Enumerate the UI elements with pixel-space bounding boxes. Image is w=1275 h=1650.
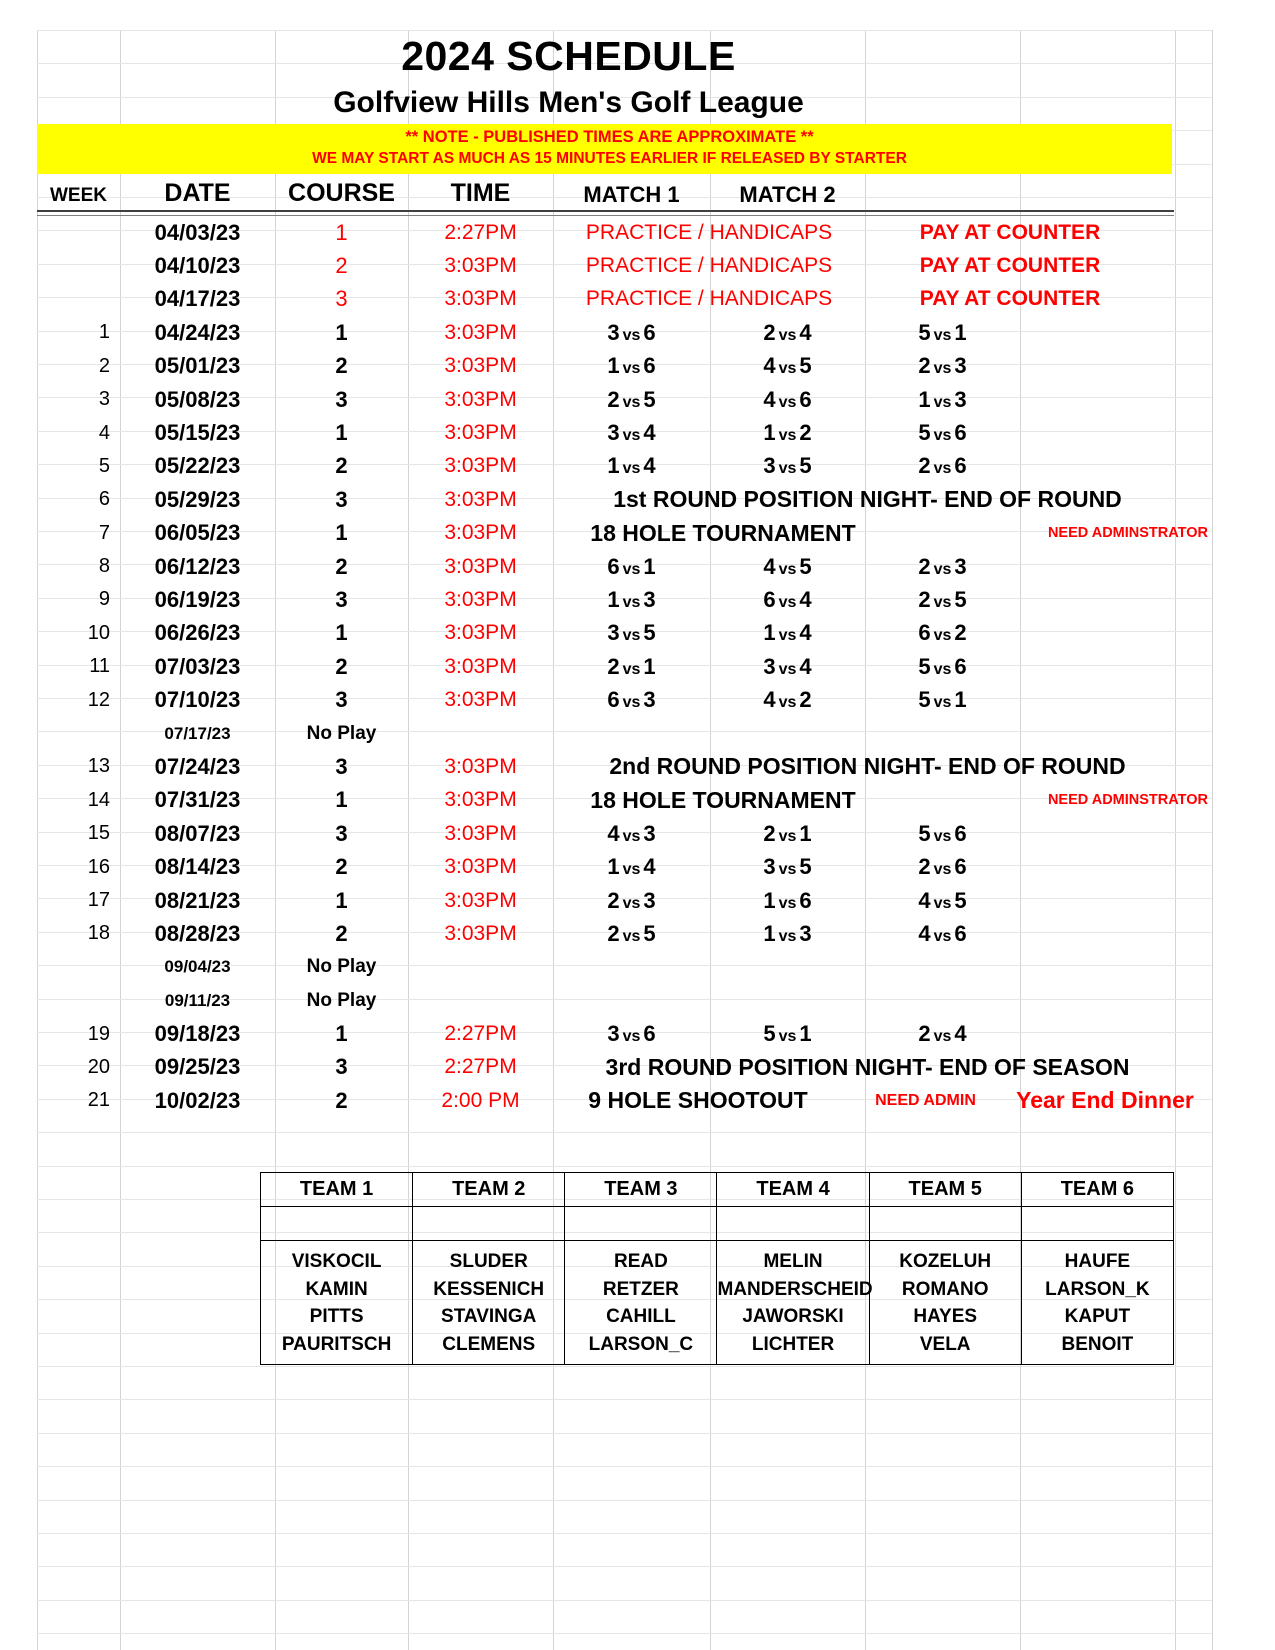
cell-date: 04/10/23 [154, 253, 241, 279]
cell-course: 2 [335, 553, 348, 579]
cell-date: 05/22/23 [154, 453, 241, 479]
team-roster-6 [1021, 1241, 1173, 1365]
cell-date: 05/15/23 [154, 420, 241, 446]
schedule-row [37, 650, 1212, 683]
cell-week: 7 [98, 521, 110, 544]
team-header-6: TEAM 6 [1021, 1173, 1173, 1207]
player-name: KAPUT [1064, 1306, 1131, 1327]
cell-time: 3:03PM [444, 354, 517, 378]
schedule-row [37, 750, 1212, 783]
cell-course: 1 [335, 787, 348, 813]
cell-match-3: 5 vs 1 [918, 319, 967, 345]
schedule-row [37, 517, 1212, 550]
cell-date: 09/11/23 [164, 990, 231, 1010]
cell-match-3: 1 vs 3 [918, 386, 967, 412]
player-name: HAYES [913, 1306, 978, 1327]
cell-match-3: 6 vs 2 [918, 620, 967, 646]
cell-time: 3:03PM [444, 554, 517, 578]
grid-row-line [37, 1399, 1212, 1400]
grid-row-line [37, 1600, 1212, 1601]
schedule-row [37, 1017, 1212, 1050]
cell-time: 3:03PM [444, 254, 517, 278]
schedule-row [37, 1084, 1212, 1117]
team-header-row [261, 1173, 1174, 1207]
cell-match-3: 2 vs 3 [918, 353, 967, 379]
cell-match-1: 6 vs 1 [607, 553, 656, 579]
cell-course: 3 [335, 820, 348, 846]
cell-practice-note: PRACTICE / HANDICAPS [585, 287, 833, 311]
cell-match-1: 1 vs 4 [607, 854, 656, 880]
header-time: TIME [450, 179, 511, 207]
schedule-rows [37, 216, 1212, 1118]
table-header-row [37, 174, 1212, 208]
cell-match-2: 5 vs 1 [763, 1021, 812, 1047]
cell-match-2: 4 vs 2 [763, 687, 812, 713]
schedule-row [37, 951, 1212, 984]
cell-match-2: 3 vs 4 [763, 653, 812, 679]
cell-date: 07/03/23 [154, 653, 241, 679]
grid-row-line [37, 1366, 1212, 1367]
cell-no-play-label: No Play [306, 989, 377, 1011]
cell-match-3: 4 vs 5 [918, 887, 967, 913]
cell-time: 3:03PM [444, 320, 517, 344]
cell-match-2: 2 vs 4 [763, 319, 812, 345]
cell-event-text: 1st ROUND POSITION NIGHT- END OF ROUND [613, 486, 1122, 513]
cell-match-3: 2 vs 6 [918, 854, 967, 880]
team-spacer-row [261, 1207, 1174, 1241]
player-name: LARSON_C [588, 1333, 694, 1355]
cell-week: 3 [98, 388, 110, 411]
cell-date: 09/18/23 [154, 1021, 241, 1047]
team-spacer-cell [717, 1207, 869, 1241]
cell-time: 3:03PM [444, 788, 517, 812]
cell-date: 08/21/23 [154, 887, 241, 913]
cell-course: 3 [335, 486, 348, 512]
cell-need-administrator: NEED ADMINSTRATOR [1047, 792, 1208, 809]
cell-course: 3 [335, 1054, 348, 1080]
cell-time: 3:03PM [444, 821, 517, 845]
cell-match-1: 1 vs 4 [607, 453, 656, 479]
team-spacer-cell [565, 1207, 717, 1241]
cell-course: 1 [335, 219, 348, 245]
player-name: CAHILL [606, 1306, 676, 1327]
player-name: HAUFE [1064, 1251, 1131, 1272]
cell-match-2: 4 vs 5 [763, 553, 812, 579]
cell-date: 04/24/23 [154, 319, 241, 345]
cell-time: 3:03PM [444, 421, 517, 445]
cell-match-3: 4 vs 6 [918, 920, 967, 946]
cell-date: 07/31/23 [154, 787, 241, 813]
schedule-row [37, 583, 1212, 616]
cell-date: 05/01/23 [154, 353, 241, 379]
cell-week: 20 [87, 1055, 110, 1078]
schedule-row [37, 216, 1212, 249]
cell-match-1: 2 vs 1 [607, 653, 656, 679]
cell-course: 2 [335, 653, 348, 679]
cell-match-2: 6 vs 4 [763, 586, 812, 612]
player-name: JAWORSKI [742, 1306, 844, 1327]
header-week: WEEK [50, 185, 107, 206]
schedule-page [37, 30, 1212, 1118]
cell-course: 3 [335, 386, 348, 412]
cell-match-3: 2 vs 4 [918, 1021, 967, 1047]
header-course: COURSE [288, 179, 395, 207]
cell-event-text: 2nd ROUND POSITION NIGHT- END OF ROUND [609, 753, 1126, 780]
grid-row-line [37, 1466, 1212, 1467]
note-line-1: ** NOTE - PUBLISHED TIMES ARE APPROXIMATE ** [405, 128, 814, 146]
cell-time: 3:03PM [444, 521, 517, 545]
cell-time: 2:00 PM [441, 1088, 520, 1112]
cell-time: 2:27PM [444, 1055, 517, 1079]
cell-tournament-text: 18 HOLE TOURNAMENT [590, 519, 856, 546]
cell-date: 06/19/23 [154, 586, 241, 612]
player-name: KOZELUH [899, 1251, 992, 1272]
schedule-row [37, 984, 1212, 1017]
note-line-2: WE MAY START AS MUCH AS 15 MINUTES EARLIER IF RELEASED BY STARTER [312, 150, 907, 167]
team-header-4: TEAM 4 [717, 1173, 869, 1207]
cell-week: 6 [98, 488, 110, 511]
cell-date: 07/24/23 [154, 753, 241, 779]
cell-match-2: 1 vs 2 [763, 420, 812, 446]
team-spacer-cell [413, 1207, 565, 1241]
cell-course: 2 [335, 854, 348, 880]
cell-date: 07/10/23 [154, 687, 241, 713]
cell-practice-note: PRACTICE / HANDICAPS [585, 254, 833, 278]
cell-match-3: 2 vs 5 [918, 586, 967, 612]
schedule-row [37, 683, 1212, 716]
cell-date: 05/08/23 [154, 386, 241, 412]
player-name: LARSON_K [1045, 1278, 1150, 1300]
player-name: MANDERSCHEID [717, 1278, 873, 1300]
cell-course: 2 [335, 253, 348, 279]
cell-match-1: 2 vs 3 [607, 887, 656, 913]
cell-date: 06/12/23 [154, 553, 241, 579]
cell-course: 1 [335, 520, 348, 546]
cell-course: 1 [335, 620, 348, 646]
cell-week: 9 [98, 588, 110, 611]
schedule-row [37, 917, 1212, 950]
cell-shootout-text: 9 HOLE SHOOTOUT [588, 1087, 808, 1114]
cell-tournament-text: 18 HOLE TOURNAMENT [590, 786, 856, 813]
cell-time: 2:27PM [444, 1022, 517, 1046]
cell-match-1: 4 vs 3 [607, 820, 656, 846]
player-name: BENOIT [1061, 1333, 1134, 1355]
note-banner [37, 124, 1172, 174]
cell-need-administrator: NEED ADMINSTRATOR [1047, 525, 1208, 542]
cell-event-text: 3rd ROUND POSITION NIGHT- END OF SEASON [605, 1053, 1130, 1080]
grid-row-line [37, 1132, 1212, 1133]
cell-pay-at-counter: PAY AT COUNTER [919, 220, 1101, 244]
team-roster-table [260, 1172, 1174, 1365]
cell-week: 14 [87, 788, 110, 811]
cell-time: 3:03PM [444, 754, 517, 778]
schedule-row [37, 450, 1212, 483]
cell-time: 3:03PM [444, 921, 517, 945]
schedule-row [37, 784, 1212, 817]
cell-course: 3 [335, 586, 348, 612]
cell-date: 04/17/23 [154, 286, 241, 312]
cell-year-end-dinner: Year End Dinner [1016, 1087, 1194, 1114]
grid-row-line [37, 1566, 1212, 1567]
cell-week: 1 [98, 321, 110, 344]
cell-match-1: 1 vs 6 [607, 353, 656, 379]
cell-date: 05/29/23 [154, 486, 241, 512]
cell-pay-at-counter: PAY AT COUNTER [919, 254, 1101, 278]
cell-week: 17 [87, 889, 110, 911]
schedule-row [37, 249, 1212, 282]
cell-week: 19 [87, 1022, 110, 1045]
schedule-row [37, 283, 1212, 316]
cell-match-2: 4 vs 6 [763, 386, 812, 412]
player-name: LICHTER [751, 1333, 835, 1355]
grid-row-line [37, 1533, 1212, 1534]
cell-week: 21 [87, 1089, 110, 1112]
cell-pay-at-counter: PAY AT COUNTER [919, 287, 1101, 311]
cell-time: 3:03PM [444, 287, 517, 311]
cell-date: 07/17/23 [164, 723, 231, 743]
player-name: MELIN [763, 1251, 823, 1272]
player-name: SLUDER [449, 1251, 528, 1272]
schedule-row [37, 1051, 1212, 1084]
cell-week: 13 [87, 755, 110, 778]
team-header-3: TEAM 3 [565, 1173, 717, 1207]
cell-match-2: 2 vs 1 [763, 820, 812, 846]
cell-date: 06/05/23 [154, 520, 241, 546]
cell-match-3: 5 vs 6 [918, 653, 967, 679]
cell-match-1: 3 vs 6 [607, 319, 656, 345]
player-name: KAMIN [305, 1278, 368, 1300]
cell-week: 15 [87, 822, 110, 845]
team-header-2: TEAM 2 [413, 1173, 565, 1207]
cell-course: 3 [335, 286, 348, 312]
schedule-row [37, 383, 1212, 416]
player-name: READ [613, 1251, 668, 1272]
player-name: ROMANO [901, 1278, 989, 1300]
cell-date: 10/02/23 [154, 1087, 241, 1113]
cell-week: 18 [87, 922, 110, 945]
cell-time: 2:27PM [444, 220, 517, 244]
player-name: PITTS [309, 1306, 364, 1327]
schedule-row [37, 884, 1212, 917]
cell-date: 06/26/23 [154, 620, 241, 646]
cell-time: 3:03PM [444, 621, 517, 645]
cell-match-3: 2 vs 3 [918, 553, 967, 579]
cell-match-3: 5 vs 6 [918, 820, 967, 846]
cell-match-2: 1 vs 4 [763, 620, 812, 646]
schedule-row [37, 483, 1212, 516]
cell-match-2: 1 vs 3 [763, 920, 812, 946]
cell-match-2: 3 vs 5 [763, 854, 812, 880]
cell-match-2: 1 vs 6 [763, 887, 812, 913]
grid-row-line [37, 1633, 1212, 1634]
schedule-row [37, 850, 1212, 883]
cell-time: 3:03PM [444, 487, 517, 511]
cell-week: 12 [87, 688, 110, 711]
cell-practice-note: PRACTICE / HANDICAPS [585, 220, 833, 244]
cell-week: 8 [98, 555, 110, 578]
cell-time: 3:03PM [444, 855, 517, 879]
cell-match-1: 1 vs 3 [607, 586, 656, 612]
team-roster-3 [565, 1241, 717, 1365]
schedule-row [37, 550, 1212, 583]
team-spacer-cell [261, 1207, 413, 1241]
cell-week: 5 [98, 454, 110, 477]
cell-week: 2 [98, 354, 110, 377]
cell-match-1: 2 vs 5 [607, 920, 656, 946]
team-players-row [261, 1241, 1174, 1365]
grid-column-line-9 [1212, 30, 1213, 1650]
cell-time: 3:03PM [444, 387, 517, 411]
player-name: VELA [919, 1333, 971, 1355]
team-spacer-cell [1021, 1207, 1173, 1241]
cell-date: 08/14/23 [154, 854, 241, 880]
cell-course: 2 [335, 353, 348, 379]
cell-week: 4 [98, 421, 110, 444]
team-spacer-cell [869, 1207, 1021, 1241]
team-header-1: TEAM 1 [261, 1173, 413, 1207]
cell-time: 3:03PM [444, 888, 517, 912]
team-roster-1 [261, 1241, 413, 1365]
cell-course: 3 [335, 687, 348, 713]
cell-time: 3:03PM [444, 587, 517, 611]
player-name: KESSENICH [433, 1278, 545, 1300]
schedule-row [37, 717, 1212, 750]
page-title: 2024 SCHEDULE [401, 33, 736, 79]
cell-match-1: 2 vs 5 [607, 386, 656, 412]
schedule-row [37, 316, 1212, 349]
cell-course: 1 [335, 887, 348, 913]
cell-course: 1 [335, 319, 348, 345]
cell-week: 11 [89, 655, 110, 678]
player-name: STAVINGA [441, 1306, 537, 1327]
cell-course: 2 [335, 1087, 348, 1113]
schedule-row [37, 350, 1212, 383]
cell-course: 1 [335, 420, 348, 446]
team-header-5: TEAM 5 [869, 1173, 1021, 1207]
cell-date: 08/28/23 [154, 920, 241, 946]
team-roster-2 [413, 1241, 565, 1365]
cell-match-2: 4 vs 5 [763, 353, 812, 379]
cell-week: 16 [87, 855, 110, 878]
cell-need-admin: NEED ADMIN [875, 1091, 976, 1109]
cell-match-1: 3 vs 5 [607, 620, 656, 646]
cell-time: 3:03PM [444, 688, 517, 712]
player-name: RETZER [602, 1278, 679, 1300]
cell-course: 2 [335, 453, 348, 479]
cell-match-3: 5 vs 1 [918, 687, 967, 713]
cell-no-play-label: No Play [306, 722, 377, 744]
cell-date: 04/03/23 [154, 219, 241, 245]
cell-time: 3:03PM [444, 654, 517, 678]
cell-date: 09/04/23 [164, 957, 231, 977]
cell-time: 3:03PM [444, 454, 517, 478]
cell-match-2: 3 vs 5 [763, 453, 812, 479]
cell-date: 08/07/23 [154, 820, 241, 846]
schedule-row [37, 416, 1212, 449]
grid-row-line [37, 1433, 1212, 1434]
cell-date: 09/25/23 [154, 1054, 241, 1080]
team-roster-5 [869, 1241, 1021, 1365]
cell-match-3: 5 vs 6 [918, 420, 967, 446]
grid-row-line [37, 1500, 1212, 1501]
cell-course: 1 [335, 1021, 348, 1047]
player-name: VISKOCIL [291, 1251, 382, 1272]
header-date: DATE [164, 179, 231, 207]
team-roster-4 [717, 1241, 873, 1365]
cell-match-3: 2 vs 6 [918, 453, 967, 479]
cell-no-play-label: No Play [306, 956, 377, 978]
cell-course: 3 [335, 753, 348, 779]
schedule-row [37, 817, 1212, 850]
player-name: CLEMENS [442, 1333, 536, 1355]
cell-week: 10 [87, 621, 110, 644]
grid-row-line [37, 1166, 1212, 1167]
header-match1: MATCH 1 [583, 182, 680, 207]
cell-course: 2 [335, 920, 348, 946]
schedule-row [37, 617, 1212, 650]
player-name: PAURITSCH [281, 1333, 392, 1355]
cell-match-1: 6 vs 3 [607, 687, 656, 713]
page-subtitle: Golfview Hills Men's Golf League [333, 86, 804, 119]
cell-match-1: 3 vs 4 [607, 420, 656, 446]
cell-match-1: 3 vs 6 [607, 1021, 656, 1047]
header-match2: MATCH 2 [739, 182, 836, 207]
